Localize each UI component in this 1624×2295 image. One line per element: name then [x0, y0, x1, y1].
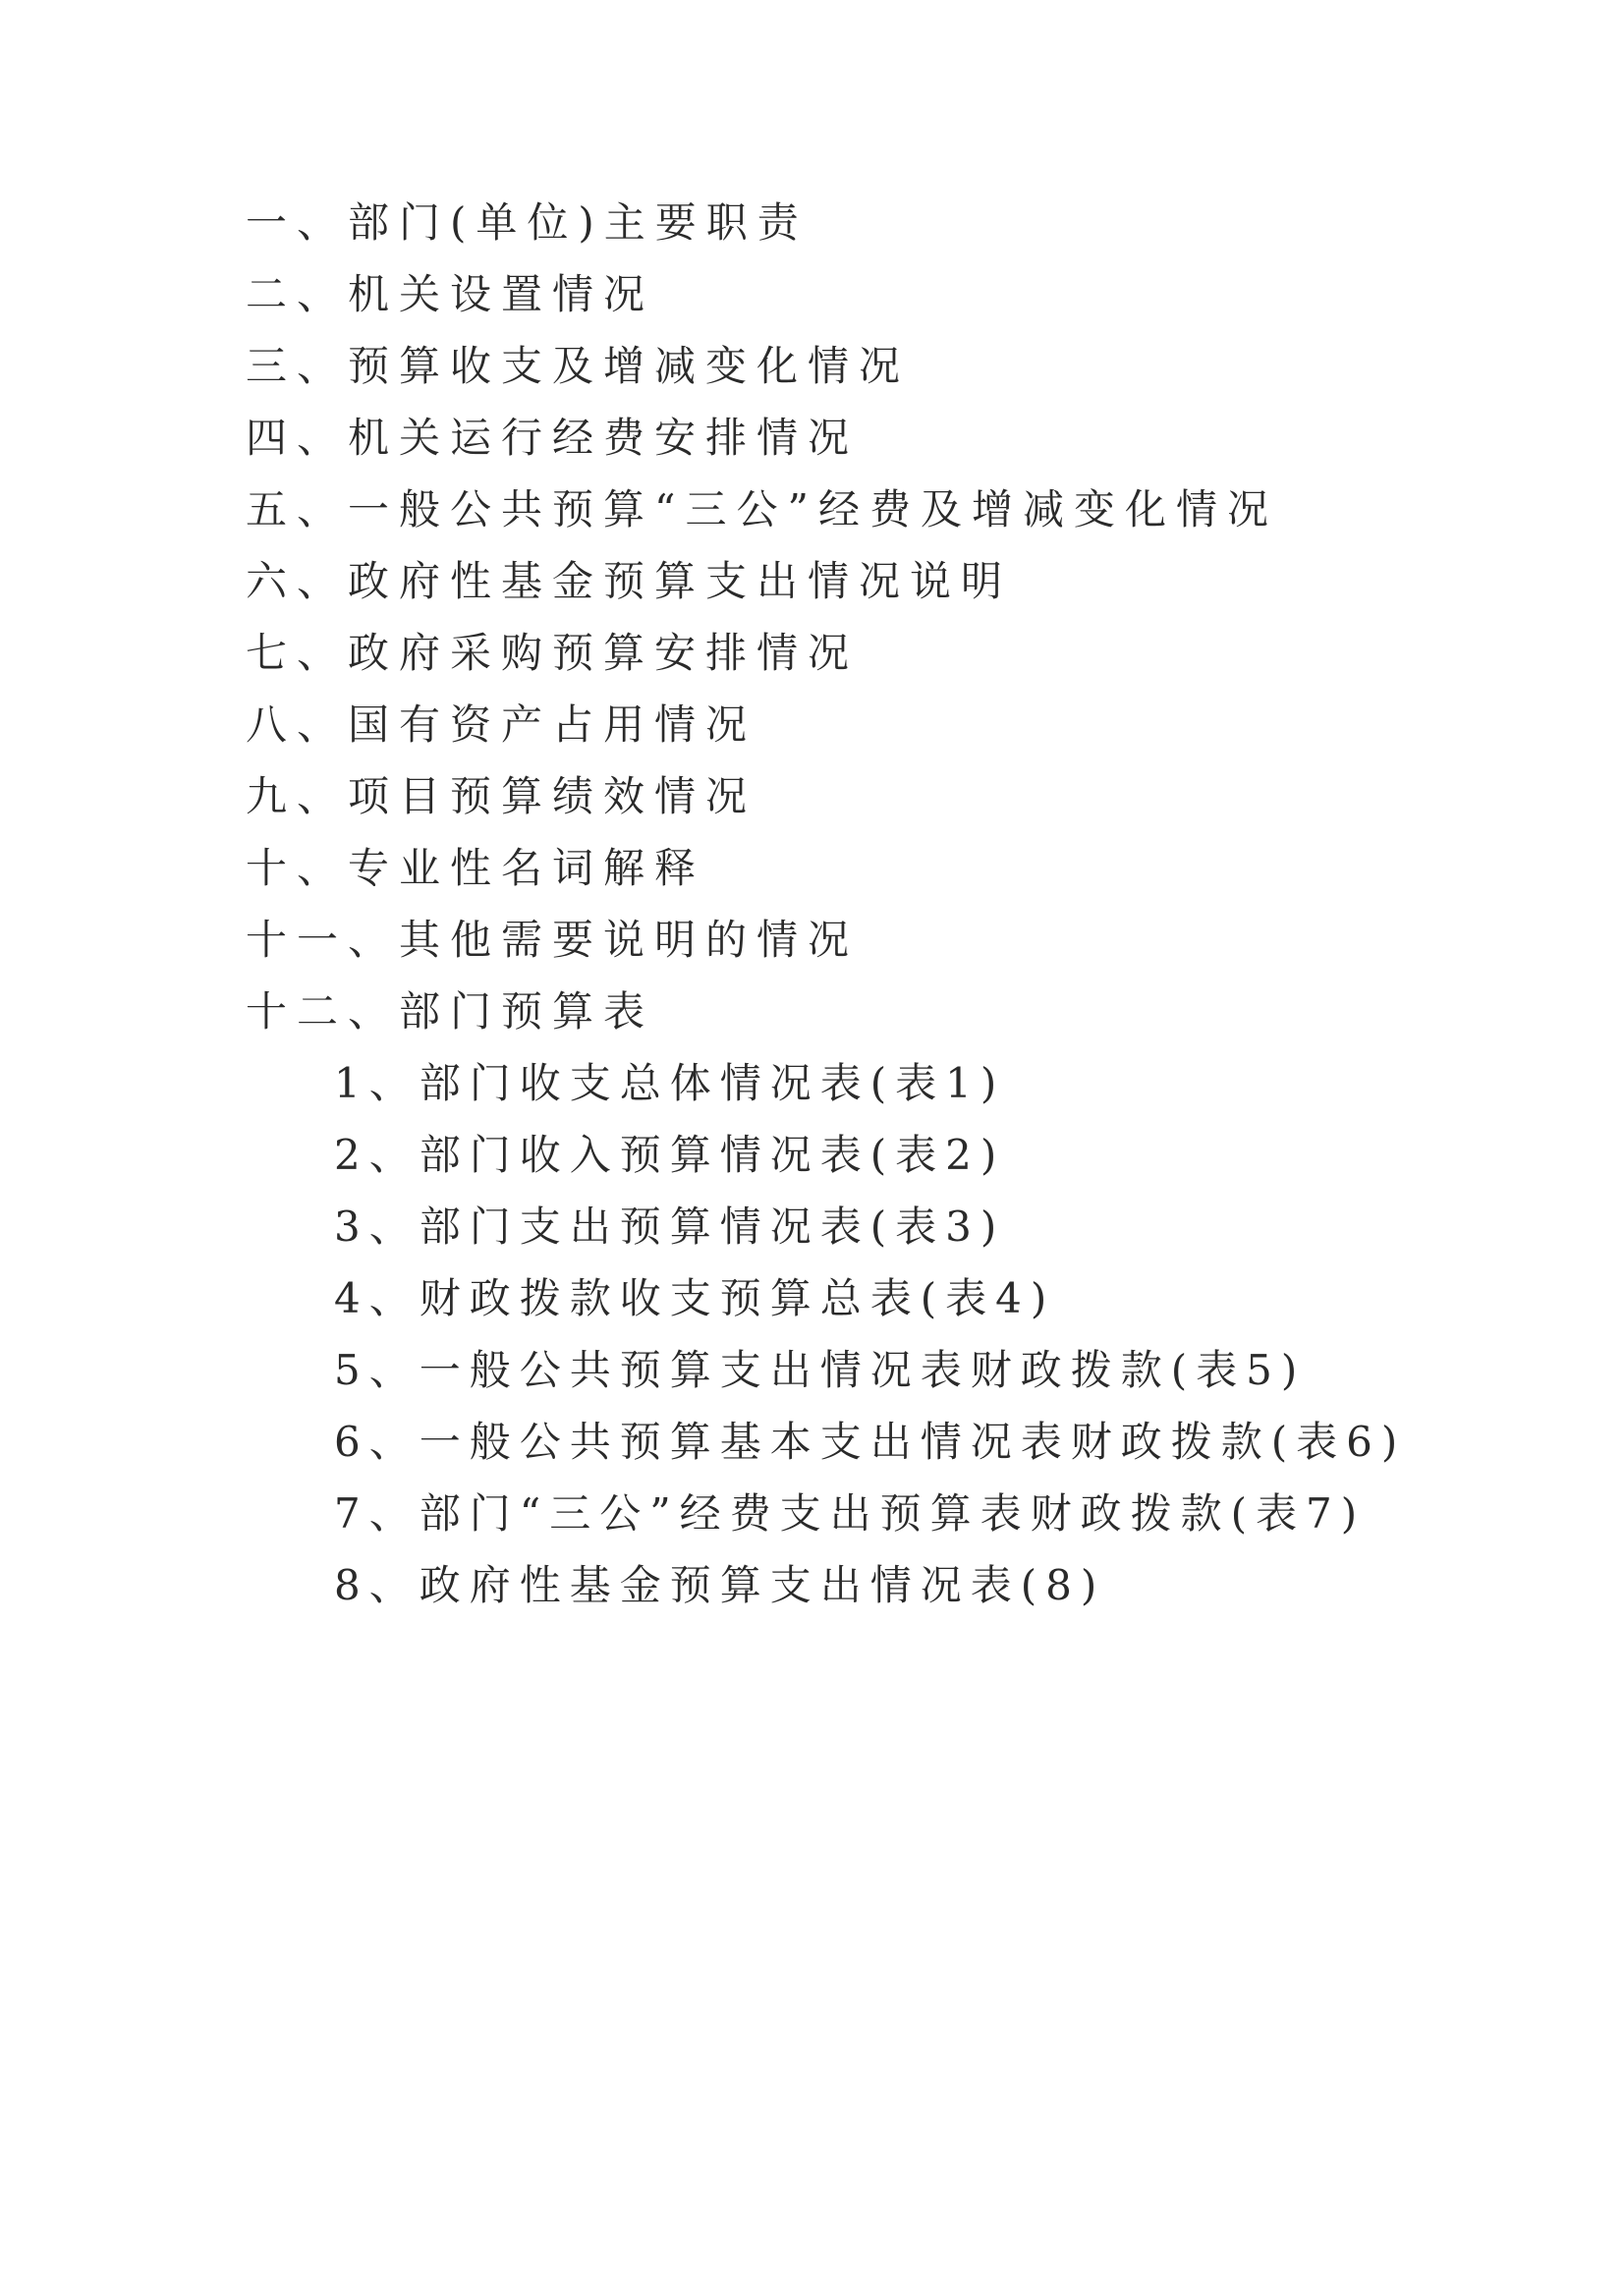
- toc-item-12: 十二、部门预算表: [246, 987, 655, 1036]
- toc-item-3: 三、预算收支及增减变化情况: [246, 342, 911, 390]
- toc-subitem-2: 2、部门收入预算情况表(表2): [334, 1131, 1006, 1179]
- toc-item-11: 十一、其他需要说明的情况: [246, 916, 860, 964]
- toc-subitem-8: 8、政府性基金预算支出情况表(8): [334, 1561, 1106, 1609]
- toc-item-5: 五、一般公共预算“三公”经费及增减变化情况: [246, 485, 1278, 533]
- toc-item-4: 四、机关运行经费安排情况: [246, 414, 860, 462]
- toc-item-7: 七、政府采购预算安排情况: [246, 629, 860, 677]
- toc-item-6: 六、政府性基金预算支出情况说明: [246, 557, 1013, 605]
- toc-subitem-4: 4、财政拨款收支预算总表(表4): [334, 1274, 1056, 1322]
- toc-subitem-1: 1、部门收支总体情况表(表1): [334, 1059, 1006, 1107]
- toc-item-9: 九、项目预算绩效情况: [246, 772, 757, 820]
- toc-item-1: 一、部门(单位)主要职责: [246, 198, 809, 247]
- toc-subitem-3: 3、部门支出预算情况表(表3): [334, 1203, 1006, 1251]
- toc-subitem-5: 5、一般公共预算支出情况表财政拨款(表5): [334, 1346, 1307, 1394]
- toc-item-2: 二、机关设置情况: [246, 270, 655, 318]
- table-of-contents: [246, 187, 1406, 1621]
- toc-item-10: 十、专业性名词解释: [246, 844, 706, 892]
- toc-subitem-6: 6、一般公共预算基本支出情况表财政拨款(表6): [334, 1418, 1407, 1466]
- toc-subitem-7: 7、部门“三公”经费支出预算表财政拨款(表7): [334, 1489, 1367, 1538]
- toc-item-8: 八、国有资产占用情况: [246, 700, 757, 749]
